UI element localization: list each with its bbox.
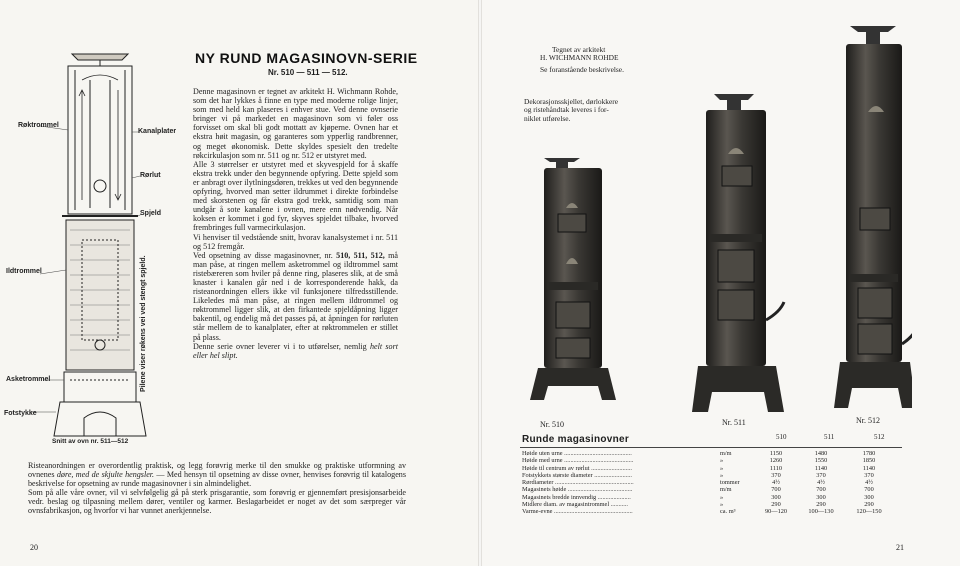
p4-text-a: Ved opsetning av disse magasinovner, nr. — [193, 250, 337, 260]
right-page — [482, 0, 960, 566]
page-number-left: 20 — [30, 543, 38, 552]
spec-table — [522, 450, 902, 516]
caption-510: Nr. 510 — [540, 420, 564, 429]
p5-text: Denne serie ovner leverer vi i to utførelser, nemlig — [193, 341, 370, 351]
label-roktrommel: Røktrommel — [18, 122, 59, 129]
value-512: 300 — [864, 493, 874, 501]
p4-text-b: må man påse, at ringen mellem asketrommel og ildtrommel samt ristebæreren som hviler på denne ring, plaseres slik, at de små knaster i kanalen går ned i de korresponderende hakk, da risteanordningen ellers ikke vil funksjonere tilfredsstillende. Likeledes må man påse, at ringen mellem ildtrommel og røktrommel ligger slik, at den firkantede spjeldåpning ligger bakentil, og endelig må det passes på, at åpningen for rørluten står mellem de to kanalplater, efter at røktrommelen er stillet på plass. — [193, 250, 398, 342]
value-512: 1850 — [862, 457, 876, 465]
value-510: 4½ — [772, 479, 780, 487]
row-label: Magasinets bredde innvendig ..................... — [522, 493, 631, 501]
value-511: 1480 — [814, 450, 828, 457]
row-unit: tommer — [720, 479, 740, 487]
value-510: 90—120 — [764, 508, 788, 516]
p6-text-a: Risteanordningen er overordentlig praktisk, og legg forøvrig merke til den smukke og praktiske utformning av ovnenes — [28, 461, 406, 480]
value-512: 120—150 — [856, 508, 882, 516]
value-511: 1140 — [814, 464, 828, 472]
row-label: Høide uten urne ........................................... — [522, 450, 632, 457]
table-row — [522, 479, 902, 486]
diagram-caption: Snitt av ovn nr. 511—512 — [52, 438, 129, 445]
value-510: 700 — [771, 486, 781, 494]
row-unit: » — [720, 464, 724, 472]
stove-cross-section-diagram — [0, 40, 185, 450]
value-510: 370 — [771, 471, 781, 479]
value-511: 300 — [816, 493, 826, 501]
stove-photos — [522, 20, 912, 430]
row-label: Rørdiameter .................................................. — [522, 479, 634, 487]
column-header-510: 510 — [776, 433, 787, 441]
value-512: 290 — [864, 501, 874, 509]
decor-line-1: Dekorasjonsskjellet, dørlokkere — [524, 97, 618, 106]
value-511: 370 — [816, 471, 826, 479]
value-512: 1780 — [862, 450, 876, 457]
decor-line-3: niklet utførelse. — [524, 113, 571, 123]
decor-line-2: og ristehåndtak leveres i for- — [524, 105, 609, 115]
label-rorlut: Rørlut — [140, 172, 161, 179]
row-unit: » — [720, 457, 724, 465]
body-text-column — [193, 87, 398, 360]
value-511: 700 — [816, 486, 826, 494]
value-512: 700 — [864, 486, 874, 494]
body-paragraph-7: Som på alle våre ovner, vil vi selvfølgelig gå på sterk prisgarantie, som forøvrig er gjennemført presisjonsarbeide vedr. beslag og tilpasning mellem dører, ventiler og karmer. Beslagarbeidet er noget av det som særpreger vår ovnsfabrikasjon, og hvorfor vi har vunnet anerkjennelse. — [28, 488, 406, 516]
row-label: Høide til centrum av rørlut .......................... — [522, 464, 633, 472]
table-rule-top — [520, 447, 902, 448]
caption-511: Nr. 511 — [722, 418, 746, 427]
row-unit: » — [720, 501, 724, 509]
value-512: 4½ — [865, 479, 873, 487]
column-header-511: 511 — [824, 433, 835, 441]
p5-finish-options: helt sort eller hel slipt. — [193, 341, 398, 360]
value-512: 370 — [864, 471, 874, 479]
p6-text-b: — Med hensyn til opsetning av disse ovner, henvises forøvrig til katalogens beskrivelse for opsetning av runde magasinovner i sin almindelighet. — [28, 470, 407, 489]
architect-line-2: H. WICHMANN ROHDE — [540, 53, 619, 63]
label-fotstykke: Fotstykke — [4, 410, 37, 417]
p6-hidden-hinges: døre, med de skjulte hengsler. — [56, 470, 155, 480]
value-512: 1140 — [862, 464, 876, 472]
value-510: 1110 — [769, 464, 783, 472]
stove-512 — [834, 26, 912, 408]
table-title: Runde magasinovner — [522, 434, 630, 445]
table-row — [522, 450, 902, 457]
body-paragraph-2: Alle 3 størrelser er utstyret med et skyvespjeld for å skaffe ekstra trekk under den begynnende opfyring. Dette spjeld som er anbragt over ilytlningsdøren, trekkes ut ved den begynnende opfyring, hvorved man setter ildrummet i direkte forbindelse med skorstenen og får ekstra god trekk, samtidig som man undgår å sote kanalene i ovnen, mere enn nødvendig. Når koksen er kommet i god fyr, skyves spjeldet tilbake, hvorved frembringes full varmecirkulasjon. — [193, 159, 398, 233]
page-subtitle: Nr. 510 — 511 — 512. — [268, 68, 348, 77]
p4-model-numbers: 510, 511, 512, — [336, 250, 385, 260]
body-paragraph-1: Denne magasinovn er tegnet av arkitekt H. Wichmann Rohde, som det har lykkes å finne en type med moderne rolige linjer, som med held kan plaseres i enhver stue. Ved denne ovnserie bringer vi på markedet en magasinovn som vi føler oss forvisset om skal bli godt mottatt av kjøperne. Ovnen har et ekstra høit magasin, og garanteres som ypperlig randbrenner, og meget økonomisk. Dette skyldes spesielt den tredelte røkcirkulasjon som nr. 511 og nr. 512 er utstyret med. — [193, 87, 398, 160]
row-label: Fotstykkets største diameter ........................ — [522, 471, 633, 479]
left-page — [0, 0, 478, 566]
label-ildtrommel: Ildtrommel — [6, 268, 42, 275]
row-unit: » — [720, 493, 724, 501]
row-unit: m/m — [720, 450, 732, 457]
body-paragraph-4 — [193, 251, 398, 342]
table-row — [522, 457, 902, 464]
stove-511 — [692, 94, 784, 412]
caption-512: Nr. 512 — [856, 416, 880, 425]
label-kanalplater: Kanalplater — [138, 128, 177, 135]
row-label: Høide med urne ............................................ — [522, 457, 634, 465]
table-row — [522, 486, 902, 493]
value-511: 290 — [816, 501, 826, 509]
row-label: Varme-evne .................................................. — [522, 508, 633, 516]
value-510: 1150 — [769, 450, 783, 457]
value-510: 290 — [771, 501, 781, 509]
body-text-wide — [28, 461, 406, 516]
value-510: 300 — [771, 493, 781, 501]
row-label: Magasinets høide ......................................... — [522, 486, 633, 494]
row-unit: ca. m³ — [720, 508, 736, 516]
row-unit: m/m — [720, 486, 732, 494]
row-unit: » — [720, 471, 724, 479]
table-row — [522, 472, 902, 479]
body-paragraph-6 — [28, 461, 406, 488]
value-510: 1260 — [769, 457, 783, 465]
value-511: 4½ — [817, 479, 825, 487]
value-511: 1550 — [814, 457, 828, 465]
label-spjeld: Spjeld — [140, 210, 162, 217]
page-number-right: 21 — [896, 543, 904, 552]
table-row — [522, 501, 902, 508]
table-row — [522, 465, 902, 472]
body-paragraph-3: Vi henviser til vedstående snitt, hvorav kanalsystemet i nr. 511 og 512 fremgår. — [193, 232, 398, 251]
table-row — [522, 508, 902, 515]
architect-line-1: Tegnet av arkitekt — [552, 45, 606, 54]
stove-510 — [530, 158, 616, 400]
column-header-512: 512 — [874, 433, 885, 441]
architect-line-3: Se foranstående beskrivelse. — [540, 64, 624, 74]
label-arrows-note: Pilene viser røkens vei ved stengt spjeld. — [140, 255, 147, 392]
stove-illustrations — [522, 20, 912, 430]
table-row — [522, 494, 902, 501]
row-label: Midlere diam. av magasintrommel ........... — [522, 501, 628, 509]
value-511: 100—130 — [808, 508, 834, 516]
label-asketrommel: Asketrommel — [6, 376, 51, 383]
body-paragraph-5 — [193, 342, 398, 360]
page-title: NY RUND MAGASINOVN-SERIE — [195, 50, 418, 66]
